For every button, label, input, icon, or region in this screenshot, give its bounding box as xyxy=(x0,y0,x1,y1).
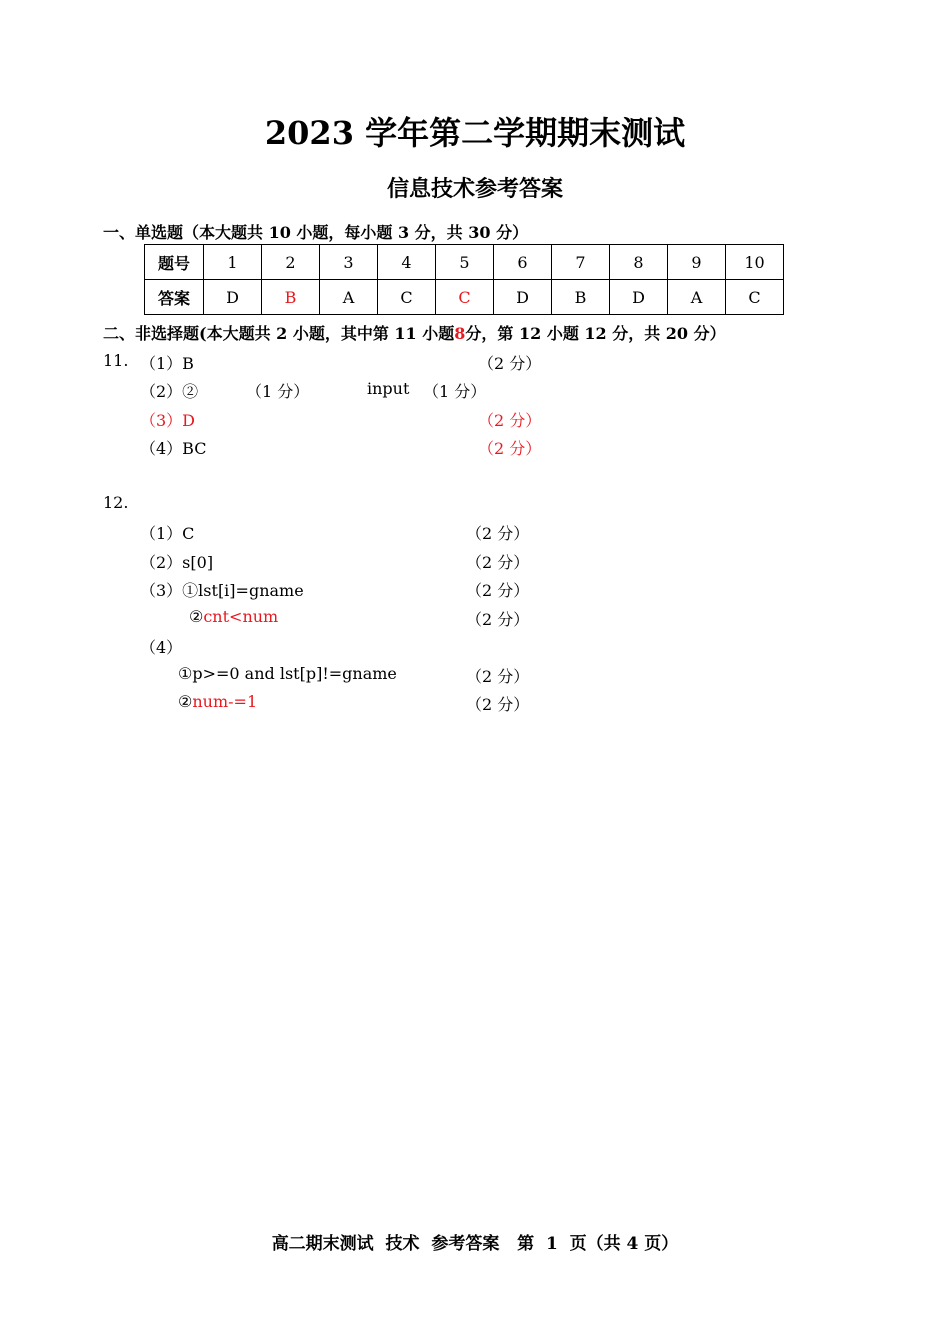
q12-number: 12. xyxy=(103,493,129,512)
q11-p1-score: （2 分） xyxy=(478,354,542,373)
question-number: 5 xyxy=(436,245,494,280)
answer-cell: D xyxy=(204,280,262,315)
q12-p3a-score: （2 分） xyxy=(466,581,530,600)
q11-p3-answer: （3）D xyxy=(140,411,196,430)
q12-p2-score: （2 分） xyxy=(466,553,530,572)
q12-p3b-answer xyxy=(189,607,278,626)
table-row-answers xyxy=(145,280,784,315)
question-number: 2 xyxy=(262,245,320,280)
question-number: 6 xyxy=(494,245,552,280)
q11-p1-answer: （1）B xyxy=(140,354,194,373)
answer-cell: C xyxy=(378,280,436,315)
table-row-numbers xyxy=(145,245,784,280)
q11-p2-answer-b: input xyxy=(367,379,410,398)
row-label-number: 题号 xyxy=(145,245,204,280)
q12-p4a-answer: ①p>=0 and lst[p]!=gname xyxy=(178,664,397,683)
question-number: 8 xyxy=(610,245,668,280)
q11-number: 11. xyxy=(103,351,129,370)
q12-p4-label: （4） xyxy=(140,638,183,657)
q11-p2-score-b: （1 分） xyxy=(423,382,487,401)
question-number: 10 xyxy=(726,245,784,280)
answer-cell: C xyxy=(726,280,784,315)
circled-number: ② xyxy=(178,692,193,711)
q12-p4b-score: （2 分） xyxy=(466,695,530,714)
answer-cell: D xyxy=(494,280,552,315)
q11-p3-score: （2 分） xyxy=(478,411,542,430)
answer-cell: A xyxy=(320,280,378,315)
answer-cell-highlighted: B xyxy=(262,280,320,315)
row-label-answer: 答案 xyxy=(145,280,204,315)
q12-p4a-score: （2 分） xyxy=(466,667,530,686)
page-title: 2023 学年第二学期期末测试 xyxy=(264,114,686,152)
q12-p4b-answer xyxy=(178,692,257,711)
q12-p4b-answer-red: num-=1 xyxy=(192,692,258,711)
question-number: 1 xyxy=(204,245,262,280)
question-number: 9 xyxy=(668,245,726,280)
question-number: 4 xyxy=(378,245,436,280)
q12-p1-answer: （1）C xyxy=(140,524,195,543)
section2-heading-part-a: 二、非选择题(本大题共 2 小题，其中第 11 小题 xyxy=(103,324,455,343)
answer-cell: D xyxy=(610,280,668,315)
answer-cell: A xyxy=(668,280,726,315)
page-footer: 高二期末测试 技术 参考答案 第 1 页（共 4 页） xyxy=(271,1234,679,1254)
answer-cell: B xyxy=(552,280,610,315)
q12-p1-score: （2 分） xyxy=(466,524,530,543)
q12-p2-answer: （2）s[0] xyxy=(140,553,214,572)
answer-table xyxy=(144,244,784,315)
section2-heading-red-score: 8 xyxy=(454,324,466,343)
q12-p3b-answer-red: cnt<num xyxy=(203,607,279,626)
question-number: 7 xyxy=(552,245,610,280)
q11-p4-score: （2 分） xyxy=(478,439,542,458)
page-subtitle: 信息技术参考答案 xyxy=(386,176,563,202)
q12-p3b-score: （2 分） xyxy=(466,610,530,629)
q11-p2-score-a: （1 分） xyxy=(246,382,310,401)
q11-p2-answer: （2）② xyxy=(140,382,199,401)
section2-heading xyxy=(103,321,726,344)
q11-p4-answer: （4）BC xyxy=(140,439,207,458)
question-number: 3 xyxy=(320,245,378,280)
section2-heading-part-b: 分，第 12 小题 12 分，共 20 分） xyxy=(465,324,726,343)
section1-heading: 一、单选题（本大题共 10 小题，每小题 3 分，共 30 分） xyxy=(103,223,529,242)
circled-number: ② xyxy=(189,607,204,626)
answer-cell-highlighted: C xyxy=(436,280,494,315)
q12-p3a-answer: （3）①lst[i]=gname xyxy=(140,581,304,600)
